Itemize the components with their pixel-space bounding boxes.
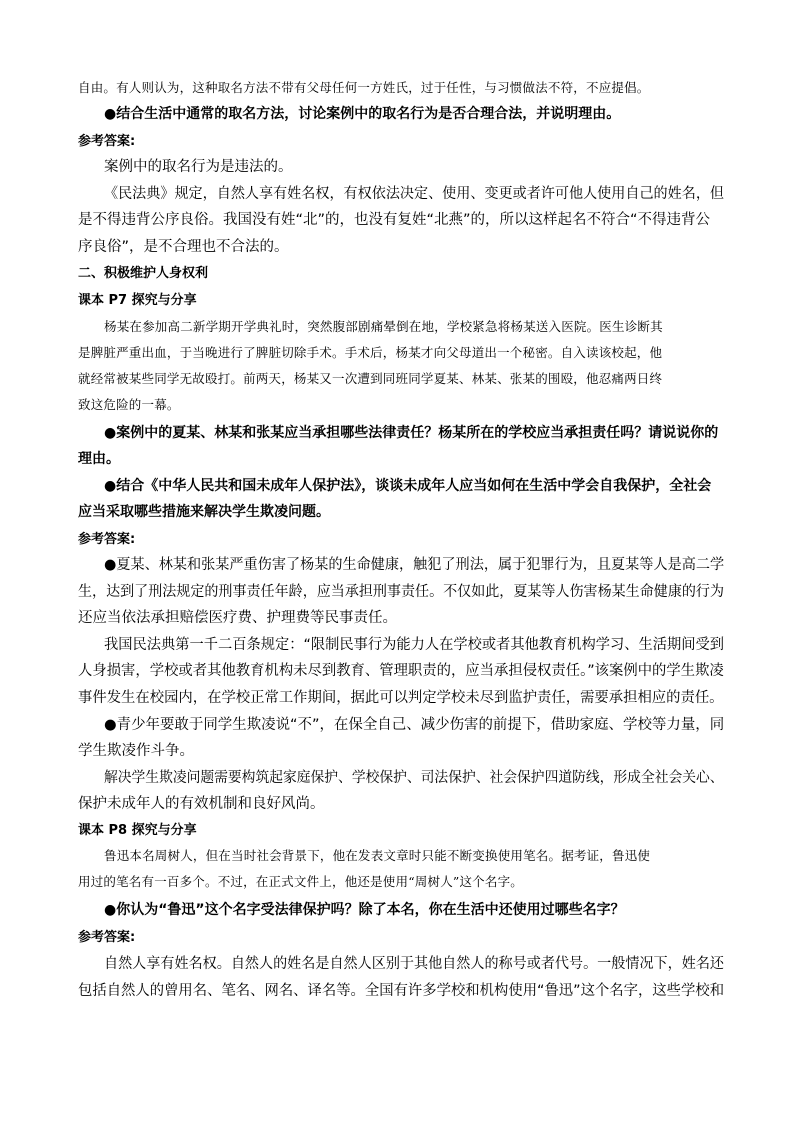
text-line: 《民法典》规定，自然人享有姓名权，有权依法决定、使用、变更或者许可他人使用自己的姓名，但 [104,186,725,202]
question-line: 理由。 [78,451,120,467]
answer-heading: 参考答案: [78,134,136,149]
text-line: 自然人享有姓名权。自然人的姓名是自然人区别于其他自然人的称号或者代号。一般情况下，姓名还 [104,956,725,972]
text-line: 案例中的取名行为是违法的。 [104,159,293,175]
answer-heading: 参考答案: [78,532,136,547]
text-line: 用过的笔名有一百多个。不过，在正式文件上，他还是使用“周树人”这个名字。 [78,874,523,889]
text-line: 解决学生欺凌问题需要构筑起家庭保护、学校保护、司法保护、社会保护四道防线，形成全社会关心、 [104,770,724,786]
text-line: ●夏某、林某和张某严重伤害了杨某的生命健康，触犯了刑法，属于犯罪行为，且夏某等人是高二学 [104,557,725,573]
text-line: 鲁迅本名周树人，但在当时社会背景下，他在发表文章时只能不断变换使用笔名。据考证，鲁迅使 [104,848,651,863]
answer-heading: 参考答案: [78,930,136,945]
text-line: ●青少年要敢于同学生欺凌说“不”，在保全自己、减少伤害的前提下，借助家庭、学校等力量，同 [104,717,725,733]
subsection-heading: 课本 P8 探究与分享 [78,823,197,838]
text-line: 学生欺凌作斗争。 [78,743,194,759]
question-line: ●结合《中华人民共和国未成年人保护法》，谈谈未成年人应当如何在生活中学会自我保护，全社会 [104,478,712,494]
text-line: 生，达到了刑法规定的刑事责任年龄，应当承担刑事责任。不仅如此，夏某等人伤害杨某生命健康的行为 [78,584,724,600]
text-line: 人身损害，学校或者其他教育机构未尽到教育、管理职责的，应当承担侵权责任。”该案例中的学生欺凌 [78,663,724,679]
text-line: 还应当依法承担赔偿医疗费、护理费等民事责任。 [78,610,397,626]
question-line: 应当采取哪些措施来解决学生欺凌问题。 [78,504,330,520]
text-line: 是脾脏严重出血，于当晚进行了脾脏切除手术。手术后，杨某才向父母道出一个秘密。自入读该校起，他 [78,345,663,360]
text-line: 序良俗”，是不合理也不合法的。 [78,239,289,255]
subsection-heading: 课本 P7 探究与分享 [78,293,197,308]
text-line: 致这危险的一幕。 [78,397,180,412]
text-line: 我国民法典第一千二百条规定：“限制民事行为能力人在学校或者其他教育机构学习、生活期间受到 [104,637,725,653]
question-line: ●结合生活中通常的取名方法，讨论案例中的取名行为是否合理合法，并说明理由。 [104,106,621,122]
question-line: ●你认为“鲁迅”这个名字受法律保护吗？除了本名，你在生活中还使用过哪些名字？ [104,902,625,918]
text-line: 事件发生在校园内，在学校正常工作期间，据此可以判定学校未尽到监护责任，需要承担相应的责任。 [78,690,724,706]
section-heading: 二、积极维护人身权利 [78,266,209,281]
text-line: 就经常被某些同学无故殴打。前两天，杨某又一次遭到同班同学夏某、林某、张某的围殴，他忍痛两日终 [78,371,663,386]
question-line: ●案例中的夏某、林某和张某应当承担哪些法律责任？杨某所在的学校应当承担责任吗？请说说你的 [104,425,719,441]
text-line: 是不得违背公序良俗。我国没有姓“北”的，也没有复姓“北燕”的，所以这样起名不符合“不得违背公 [78,212,711,228]
text-line: 自由。有人则认为，这种取名方法不带有父母任何一方姓氏，过于任性，与习惯做法不符，不应提倡。 [78,80,650,95]
text-line: 杨某在参加高二新学期开学典礼时，突然腹部剧痛晕倒在地，学校紧急将杨某送入医院。医生诊断其 [104,319,663,334]
text-line: 保护未成年人的有效机制和良好风尚。 [78,796,325,812]
text-line: 包括自然人的曾用名、笔名、网名、译名等。全国有许多学校和机构使用“鲁迅”这个名字，这些学校和 [78,983,725,999]
